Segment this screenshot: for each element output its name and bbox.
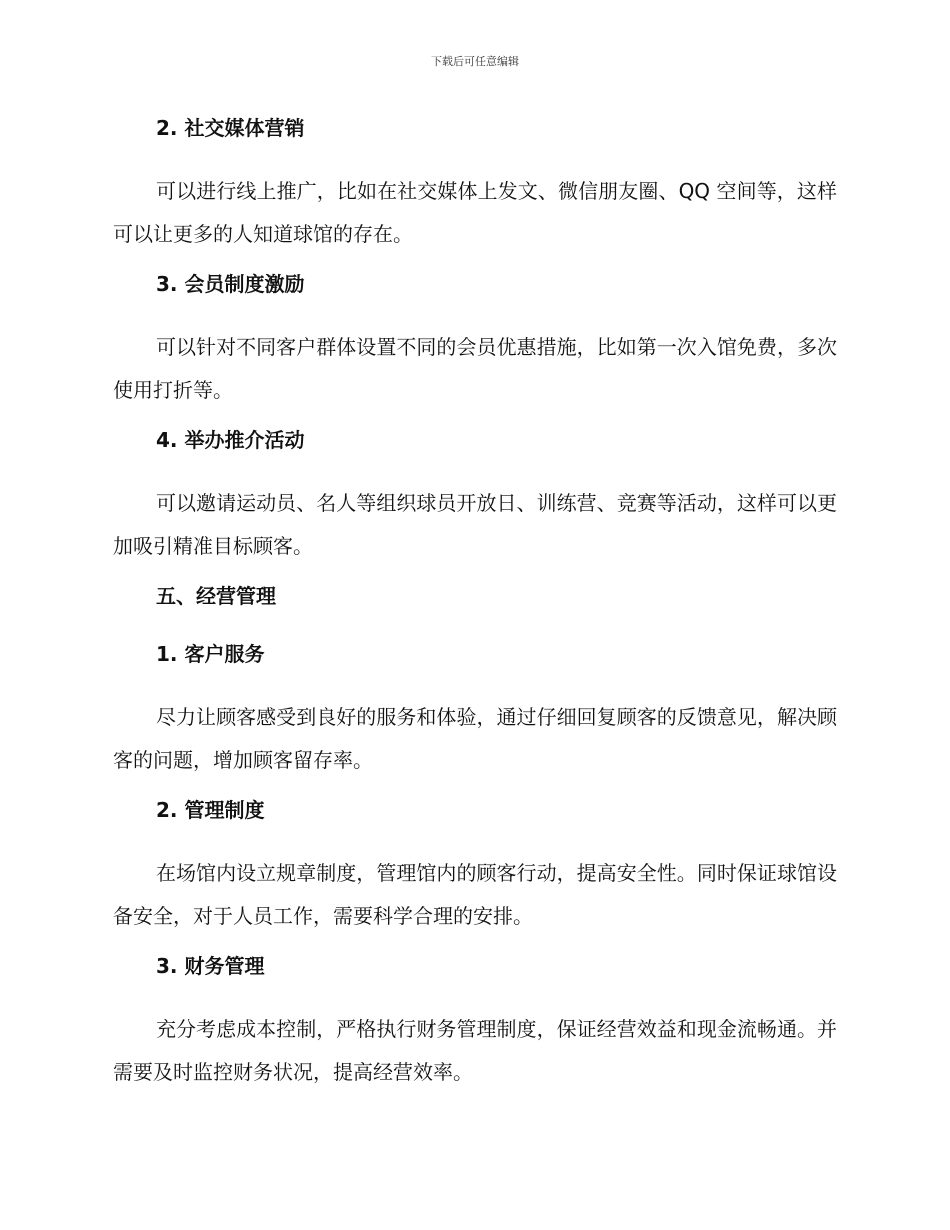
- section-heading-social-media: 2. 社交媒体营销: [156, 116, 305, 140]
- subsection-heading-finance: 3. 财务管理: [156, 954, 265, 978]
- section-paragraph-promotion-events: 可以邀请运动员、名人等组织球员开放日、训练营、竞赛等活动，这样可以更加吸引精准目标顾客。: [113, 491, 837, 558]
- section-paragraph-social-media: 可以进行线上推广，比如在社交媒体上发文、微信朋友圈、QQ 空间等，这样可以让更多的人知道球馆的存在。: [113, 179, 837, 246]
- section-heading-membership: 3. 会员制度激励: [156, 272, 305, 296]
- chapter-heading-operations: 五、经营管理: [156, 584, 276, 608]
- section-paragraph-membership: 可以针对不同客户群体设置不同的会员优惠措施，比如第一次入馆免费，多次使用打折等。: [113, 335, 837, 402]
- subsection-heading-management-rules: 2. 管理制度: [156, 798, 265, 822]
- subsection-heading-customer-service: 1. 客户服务: [156, 642, 265, 666]
- subsection-paragraph-finance: 充分考虑成本控制，严格执行财务管理制度，保证经营效益和现金流畅通。并需要及时监控财务状况，提高经营效率。: [113, 1017, 837, 1084]
- subsection-paragraph-management-rules: 在场馆内设立规章制度，管理馆内的顾客行动，提高安全性。同时保证球馆设备安全，对于人员工作，需要科学合理的安排。: [113, 861, 837, 928]
- section-heading-promotion-events: 4. 举办推介活动: [156, 428, 305, 452]
- document-body: [113, 112, 837, 1094]
- subsection-paragraph-customer-service: 尽力让顾客感受到良好的服务和体验，通过仔细回复顾客的反馈意见，解决顾客的问题，增加顾客留存率。: [113, 705, 837, 772]
- page-header-note: 下载后可任意编辑: [431, 55, 519, 68]
